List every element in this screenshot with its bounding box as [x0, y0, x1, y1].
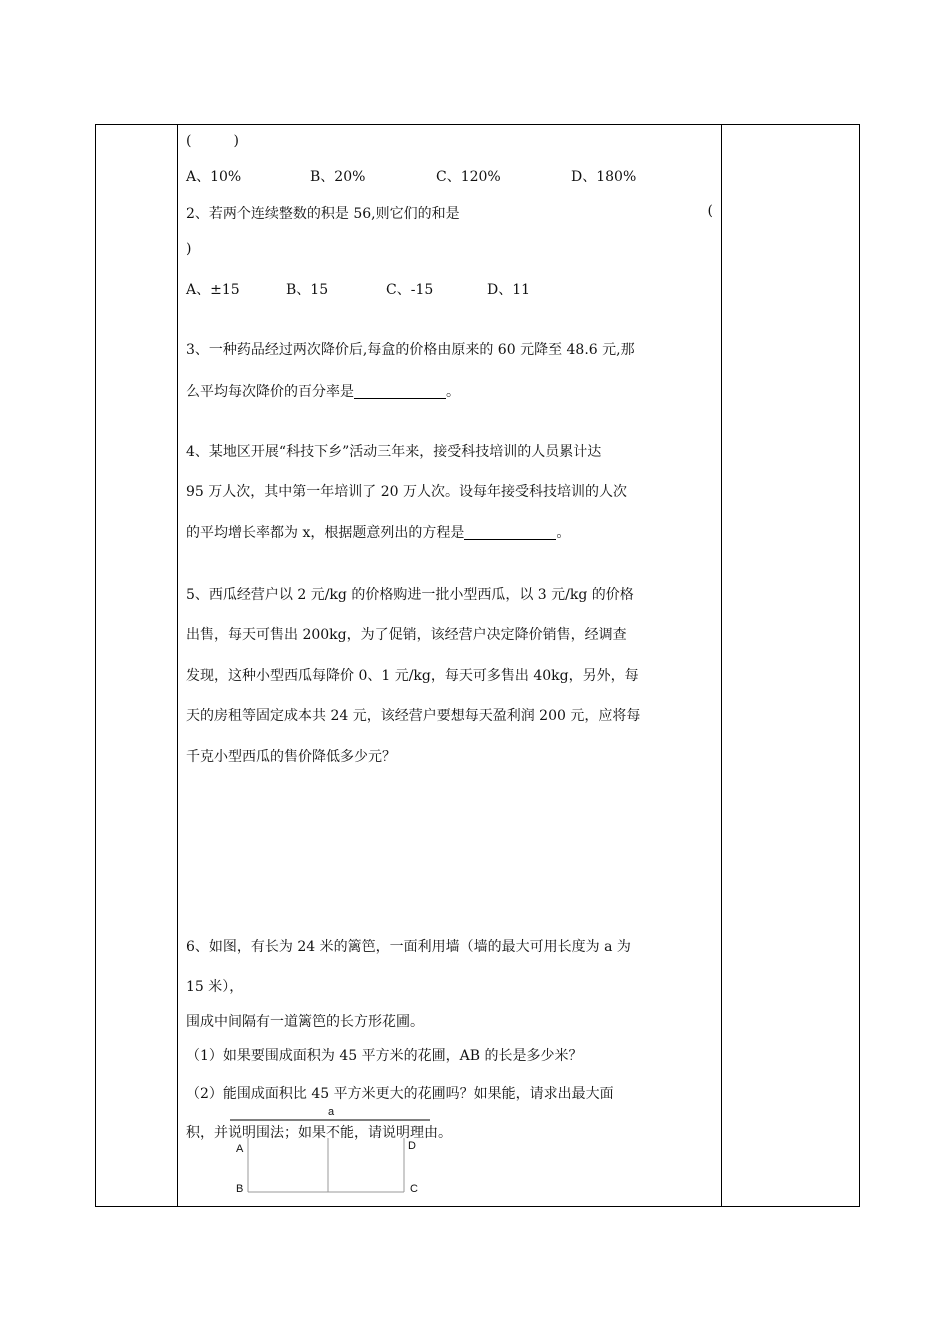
answer-blank [354, 384, 446, 399]
q5-line-2: 出售，每天可售出 200kg，为了促销，该经营户决定降价销售，经调查 [186, 627, 627, 643]
q1-option-b: B、20% [310, 169, 366, 185]
q6-line-3: 围成中间隔有一道篱笆的长方形花圃。 [186, 1014, 424, 1030]
q4-line-2: 95 万人次，其中第一年培训了 20 万人次。设每年接受科技培训的人次 [186, 484, 627, 500]
label-B: B [236, 1183, 244, 1195]
q6-part-2-line-2: 积，并说明围法；如果不能，请说明理由。 [186, 1125, 452, 1141]
q2-option-d: D、11 [487, 282, 531, 298]
label-A: A [236, 1143, 244, 1155]
column-divider-left [177, 125, 178, 1206]
q3-line-2 [186, 381, 460, 401]
q6-line-2: 15 米）， [186, 979, 244, 995]
q6-part-1: （1）如果要围成面积为 45 平方米的花圃，AB 的长是多少米？ [186, 1048, 583, 1064]
q2-paren-close: ) [186, 241, 192, 257]
label-a: a [328, 1106, 335, 1118]
q5-line-5: 千克小型西瓜的售价降低多少元？ [186, 749, 396, 765]
q1-option-a: A、10% [186, 169, 242, 185]
q2-paren-open: ( [707, 203, 713, 219]
q4-line-1: 4、某地区开展“科技下乡”活动三年来，接受科技培训的人员累计达 [186, 444, 602, 460]
label-D: D [408, 1140, 416, 1152]
column-divider-right [721, 125, 722, 1206]
q4-line-3 [186, 522, 570, 542]
q2-question [186, 203, 713, 223]
q2-text: 2、若两个连续整数的积是 56,则它们的和是 [186, 206, 460, 222]
q2-option-a: A、±15 [186, 282, 240, 298]
q2-option-c: C、-15 [386, 282, 434, 298]
garden-diagram-svg [230, 1110, 430, 1200]
label-C: C [410, 1183, 418, 1195]
q6-part-2-line-1: （2）能围成面积比 45 平方米更大的花圃吗？如果能，请求出最大面 [186, 1086, 614, 1102]
garden-diagram [230, 1106, 430, 1200]
q1-option-c: C、120% [436, 169, 501, 185]
q3-text: 么平均每次降价的百分率是 [186, 384, 354, 400]
q1-answer-paren: ( ) [186, 133, 239, 149]
q6-line-1: 6、如图，有长为 24 米的篱笆，一面利用墙（墙的最大可用长度为 a 为 [186, 939, 631, 955]
q3-line-1: 3、一种药品经过两次降价后,每盒的价格由原来的 60 元降至 48.6 元,那 [186, 342, 635, 358]
answer-blank [464, 525, 556, 540]
q5-line-1: 5、西瓜经营户以 2 元/kg 的价格购进一批小型西瓜，以 3 元/kg 的价格 [186, 587, 634, 603]
q4-period: 。 [556, 525, 571, 541]
q5-line-3: 发现，这种小型西瓜每降价 0、1 元/kg，每天可多售出 40kg，另外，每 [186, 668, 639, 684]
q4-text: 的平均增长率都为 x，根据题意列出的方程是 [186, 525, 465, 541]
q2-option-b: B、15 [286, 282, 329, 298]
q5-line-4: 天的房租等固定成本共 24 元，该经营户要想每天盈利润 200 元，应将每 [186, 708, 641, 724]
q3-period: 。 [446, 384, 460, 400]
q1-option-d: D、180% [571, 169, 637, 185]
